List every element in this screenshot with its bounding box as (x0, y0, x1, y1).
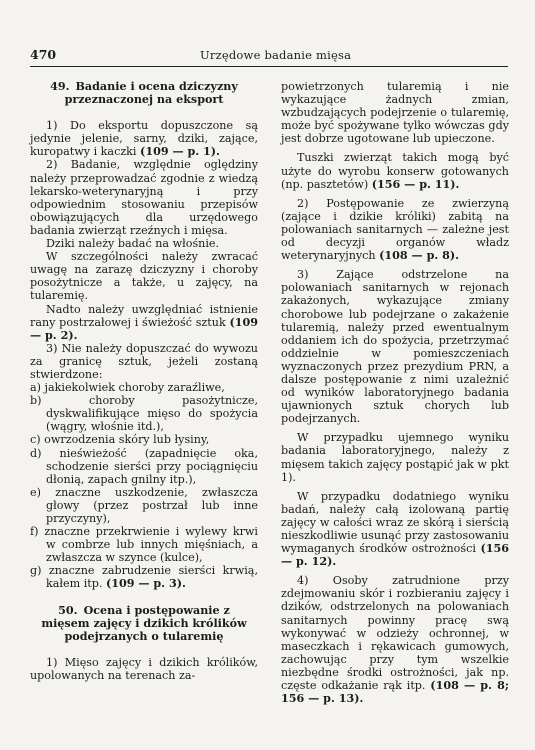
section-number: 50. (58, 603, 78, 617)
paragraph-text: 4) Osoby zatrudnione przy zdejmowaniu skór i rozbieraniu zajęcy i dzików, odstrzelonych na polowaniach sanitarnych powinny pracę swą wykonywać w odzieży ochronnej, w maseczkach i rękawicach gumowych, zachowując przy tym wszelkie niezbędne środki ostrożności, jak np. częste odkażanie rąk itp. (281, 574, 509, 693)
legal-reference: (109 — p. 2). (30, 315, 258, 342)
legal-reference: (109 — p. 1). (140, 145, 220, 159)
paragraph: powietrzonych tularemią i nie wykazujące żadnych zmian, wzbudzających podejrzenie o tularemię, może być spożywane tylko wówczas gdy jest dobrze ugotowane lub upieczone. (281, 80, 509, 146)
paragraph (281, 490, 509, 569)
legal-reference: (156 — p. 12). (281, 542, 509, 569)
legal-reference: (109 — p. 3). (105, 577, 186, 591)
paragraph: W szczególności należy zwracać uwagę na zarazę dziczyzny i choroby posożytnicze a także, u zajęcy, na tularemię. (30, 250, 258, 303)
left-column (30, 80, 258, 682)
paragraph (281, 574, 509, 705)
paragraph (281, 151, 509, 190)
paragraph (30, 303, 258, 342)
list-item: f) znaczne przekrwienie i wylewy krwi w combrze lub innych mięśniach, a zwłaszcza w szynce (kulce), (30, 525, 258, 565)
list-item: c) owrzodzenia skóry lub łysiny, (30, 433, 210, 447)
paragraph: 3) Zające odstrzelone na polowaniach sanitarnych w rejonach zakażonych, wykazujące zmiany chorobowe lub podejrzane o zakażenie tularemią, należy przed ewentualnym oddaniem ich do spożycia, przetrzymać oddzielnie w pomieszczeniach wyznaczonych przez prezydium PRN, a dalsze postępowanie z nimi uzależnić od wyników laboratoryjnego badania ujawnionych sztuk chorych lub podejrzanych. (281, 268, 509, 426)
list-item-text: g) znaczne zabrudzenie sierści krwią, kałem itp. (30, 564, 258, 591)
section-title: Ocena i postępowanie z mięsem zajęcy i dzikich królików podejrzanych o tularemię (41, 603, 247, 643)
section-number: 49. (50, 80, 70, 93)
paragraph (281, 197, 509, 262)
running-title: Urzędowe badanie mięsa (200, 48, 352, 62)
page-header (30, 44, 508, 67)
legal-reference: (108 — p. 8). (379, 249, 460, 263)
legal-reference: (108 — p. 8; 156 — p. 13). (281, 679, 509, 706)
list-item: d) nieświeżość (zapadnięcie oka, schodzenie sierści przy pociągnięciu dłonią, zapach gnilny itp.), (30, 446, 258, 486)
list-item: a) jakiekolwiek choroby zaraźliwe, (30, 381, 225, 395)
paragraph (30, 119, 258, 158)
paragraph: 2) Badanie, względnie oględziny należy przeprowadzać zgodnie z wiedzą lekarsko-weterynaryjną i przy odpowiednim stosowaniu przepisów obowiązujących dla urzędowego badania zwierząt rzeźnych i mięsa. (30, 158, 258, 237)
paragraph: W przypadku ujemnego wyniku badania laboratoryjnego, należy z mięsem takich zajęcy postąpić jak w pkt 1). (281, 431, 509, 484)
list-item: e) znaczne uszkodzenie, zwłaszcza głowy (przez postrzał lub inne przyczyny), (30, 485, 258, 525)
right-column (281, 80, 509, 705)
section-heading-50 (30, 604, 258, 643)
legal-reference: (156 — p. 11). (371, 177, 460, 191)
page-number: 470 (30, 47, 57, 62)
list-item (30, 564, 258, 590)
paragraph-text: Tuszki zwierząt takich mogą być użyte do wyrobu konserw gotowanych (np. pasztetów) (281, 151, 509, 191)
section-title: Badanie i ocena dziczyzny przeznaczonej na eksport (64, 80, 238, 107)
paragraph: 1) Mięso zajęcy i dzikich królików, upolowanych na terenach za- (30, 655, 258, 682)
paragraph-text: W przypadku dodatniego wyniku badań, należy całą izolowaną partię zajęcy w całości wraz ze skórą i sierścią nieszkodliwie usunąć przy zastosowaniu wymaganych środków ostrożności (281, 489, 509, 556)
section-heading-49 (30, 80, 258, 106)
paragraph: 3) Nie należy dopuszczać do wywozu za granicę sztuk, jeżeli zostaną stwierdzone: (30, 341, 258, 381)
paragraph-text: 1) Do eksportu dopuszczone są jedynie jelenie, sarny, dziki, zające, kuropatwy i kaczki (30, 119, 258, 159)
paragraph: Dziki należy badać na włośnie. (46, 237, 220, 251)
paragraph-text: Nadto należy uwzględniać istnienie rany postrzałowej i świeżość sztuk (30, 302, 258, 329)
paragraph-text: 2) Postępowanie ze zwierzyną (zające i dzikie króliki) zabitą na polowaniach sanitarnych — zależne jest od decyzji organów władz weterynaryjnych (281, 196, 509, 263)
list-item: b) choroby pasożytnicze, dyskwalifikujące mięso do spożycia (wągry, włośnie itd.), (30, 394, 258, 434)
